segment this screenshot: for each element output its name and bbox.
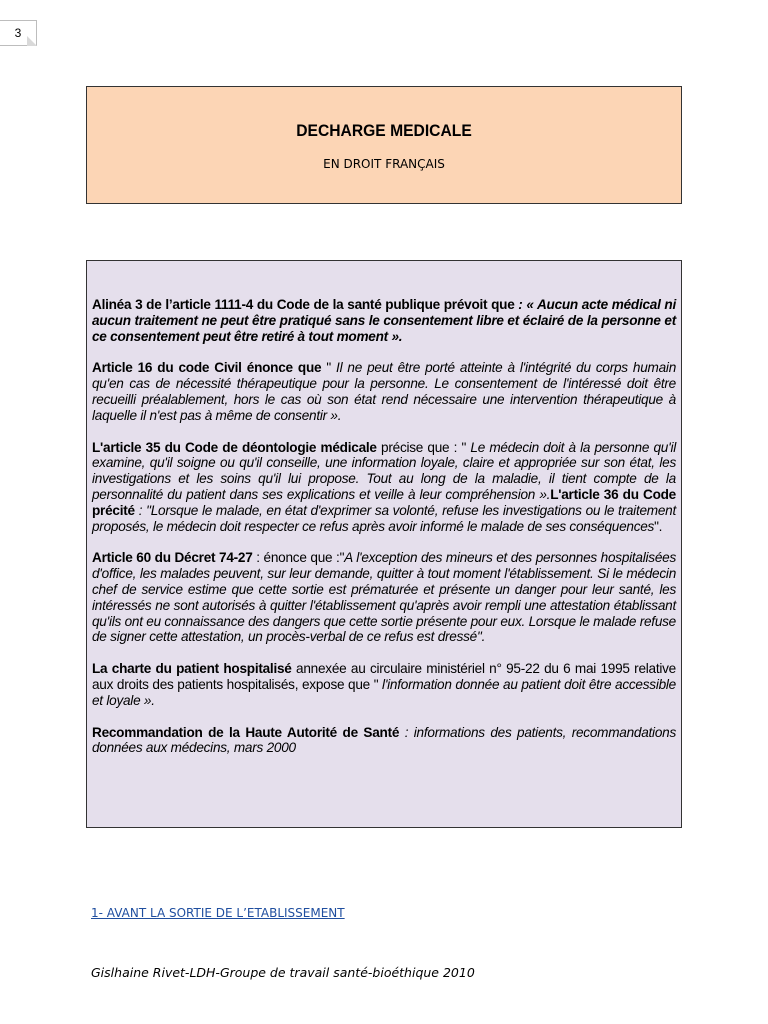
segment: La charte du patient hospitalisé <box>92 661 292 677</box>
paragraph-deontologie-35-36 <box>92 440 676 535</box>
title-box <box>86 86 682 204</box>
segment: Article 16 du code Civil énonce que <box>92 360 322 376</box>
section-link-avant-sortie[interactable]: 1- AVANT LA SORTIE DE L’ETABLISSEMENT <box>91 906 345 920</box>
page-number-tab <box>0 20 37 46</box>
segment: ". <box>654 518 663 534</box>
legal-references-box <box>86 260 682 828</box>
segment: l'information donnée au patient doit être accessible et loyale ». <box>92 676 676 708</box>
document-subtitle: EN DROIT FRANÇAIS <box>323 157 445 171</box>
segment: " <box>321 360 337 376</box>
page-number: 3 <box>14 26 22 40</box>
segment: L'article 35 du Code de déontologie médicale <box>92 439 377 455</box>
paragraph-decret-74-27 <box>92 550 676 645</box>
segment: Le médecin doit à la personne qu'il examine, qu'il soigne ou qu'il conseille, une information loyale, claire et appropriée sur son état, les investigations et les soins qu'il lui propose. Tout au long de la maladie, il tient compte de la personnalité du patient dans ses explications et veille à leur compréhension ». <box>92 439 676 502</box>
segment: L'article 36 du Code précité <box>92 486 676 518</box>
segment: Il ne peut être porté atteinte à l'intégrité du corps humain qu'en cas de nécessité thérapeutique pour la personne. Le consentement de l'intéressé doit être recueilli préalablement, hors le cas où son état rend nécessaire une intervention thérapeutique à laquelle il n'est pas à même de consentir ». <box>92 360 677 423</box>
segment: Article 60 du Décret 74-27 <box>92 550 253 566</box>
segment: : "Lorsque le malade, en état d'exprimer sa volonté, refuse les investigations ou le traitement proposés, le médecin doit respecter ce refus après avoir informé le malade de ses conséquences <box>92 502 676 534</box>
segment: : « Aucun acte médical ni aucun traitement ne peut être pratiqué sans le consentement libre et éclairé de la personne et ce consentement peut être retiré à tout moment ». <box>92 297 677 344</box>
segment: A l'exception des mineurs et des personnes hospitalisées d'office, les malades peuvent, sur leur demande, quitter à tout moment l'établissement. Si le médecin chef de service estime que cette sortie est prématurée et présente un danger pour leur santé, les intéressés ne sont autorisés à quitter l'établissement qu'après avoir rempli une attestation établissant qu'ils ont eu connaissance des dangers que cette sortie présente pour eux. Lorsque le malade refuse de signer cette attestation, un procès-verbal de ce refus est dressé". <box>92 550 676 645</box>
paragraph-has-recommandation <box>92 725 676 757</box>
segment: Alinéa 3 de l’article 1111-4 du Code de la santé publique prévoit que <box>92 297 519 312</box>
segment: annexée au circulaire ministériel n° 95-22 du 6 mai 1995 relative aux droits des patients hospitalisés, expose que " <box>92 661 676 692</box>
segment: : informations des patients, recommandations données aux médecins, mars 2000 <box>92 724 676 756</box>
segment: : énonce que :" <box>252 550 345 566</box>
page-fold-icon <box>27 36 37 46</box>
paragraph-charte-patient <box>92 661 676 708</box>
paragraph-code-civil-16 <box>92 360 676 423</box>
paragraph-csp-1111-4 <box>92 297 676 344</box>
document-title: DECHARGE MEDICALE <box>296 121 472 140</box>
segment: Recommandation de la Haute Autorité de Santé <box>92 724 400 740</box>
segment: précise que : " <box>376 439 471 455</box>
footer-author: Gislhaine Rivet-LDH-Groupe de travail santé-bioéthique 2010 <box>91 965 475 980</box>
